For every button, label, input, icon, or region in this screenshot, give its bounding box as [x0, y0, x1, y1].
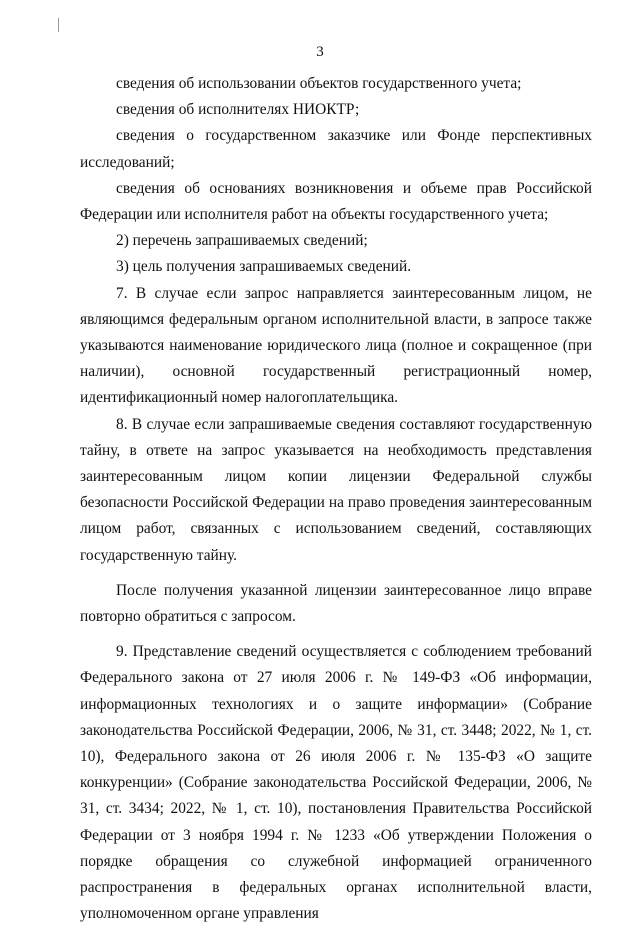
paragraph-usage-info: сведения об использовании объектов государственного учета;: [116, 75, 522, 92]
document-body: [80, 71, 592, 928]
scan-artifact-mark: [58, 18, 59, 32]
paragraph-executors-info: сведения об исполнителях НИОКТР;: [116, 101, 360, 119]
paragraph-item-2: 2) перечень запрашиваемых сведений;: [116, 232, 368, 250]
paragraph-customer-info: сведения о государственном заказчике или Фонде перспективных исследований;: [80, 127, 592, 171]
paragraph-section-8: 8. В случае если запрашиваемые сведения составляют государственную тайну, в ответе на запрос указывается на необходимость представления заинтересованным лицом копии лицензии Федеральной службы безопасности Российской Федерации на право проведения заинтересованным лицом работ, связанных с использованием сведений, составляющих государственную тайну.: [80, 415, 592, 564]
paragraph-item-3: 3) цель получения запрашиваемых сведений.: [116, 258, 412, 276]
paragraph-rights-info: сведения об основаниях возникновения и объеме прав Российской Федерации или исполнителя работ на объекты государственного учета;: [80, 179, 592, 224]
paragraph-section-7: 7. В случае если запрос направляется заинтересованным лицом, не являющимся федеральным органом исполнительной власти, в запросе также указываются наименование юридического лица (полное и сокращенное (при наличии), основной государственный регистрационный номер, идентификационный номер налогоплательщика.: [80, 284, 592, 407]
page-number: 3: [316, 44, 324, 60]
paragraph-after-license: После получения указанной лицензии заинтересованное лицо вправе повторно обратиться с запросом.: [80, 581, 592, 626]
paragraph-section-9: 9. Представление сведений осуществляется с соблюдением требований Федерального закона от 27 июля 2006 г. № 149-ФЗ «Об информации, информационных технологиях и о защите информации» (Собрание законодательства Российской Федерации, 2006, № 31, ст. 3448; 2022, № 1, ст. 10), Федерального закона от 26 июля 2006 г. № 135-ФЗ «О защите конкуренции» (Собрание законодательства Российской Федерации, 2006, № 31, ст. 3434; 2022, № 1, ст. 10), постановления Правительства Российской Федерации от 3 ноября 1994 г. № 1233 «Об утверждении Положения о порядке обращения со служебной информацией ограниченного распространения в федеральных органах исполнительной власти, уполномоченном органе управления: [80, 643, 592, 923]
